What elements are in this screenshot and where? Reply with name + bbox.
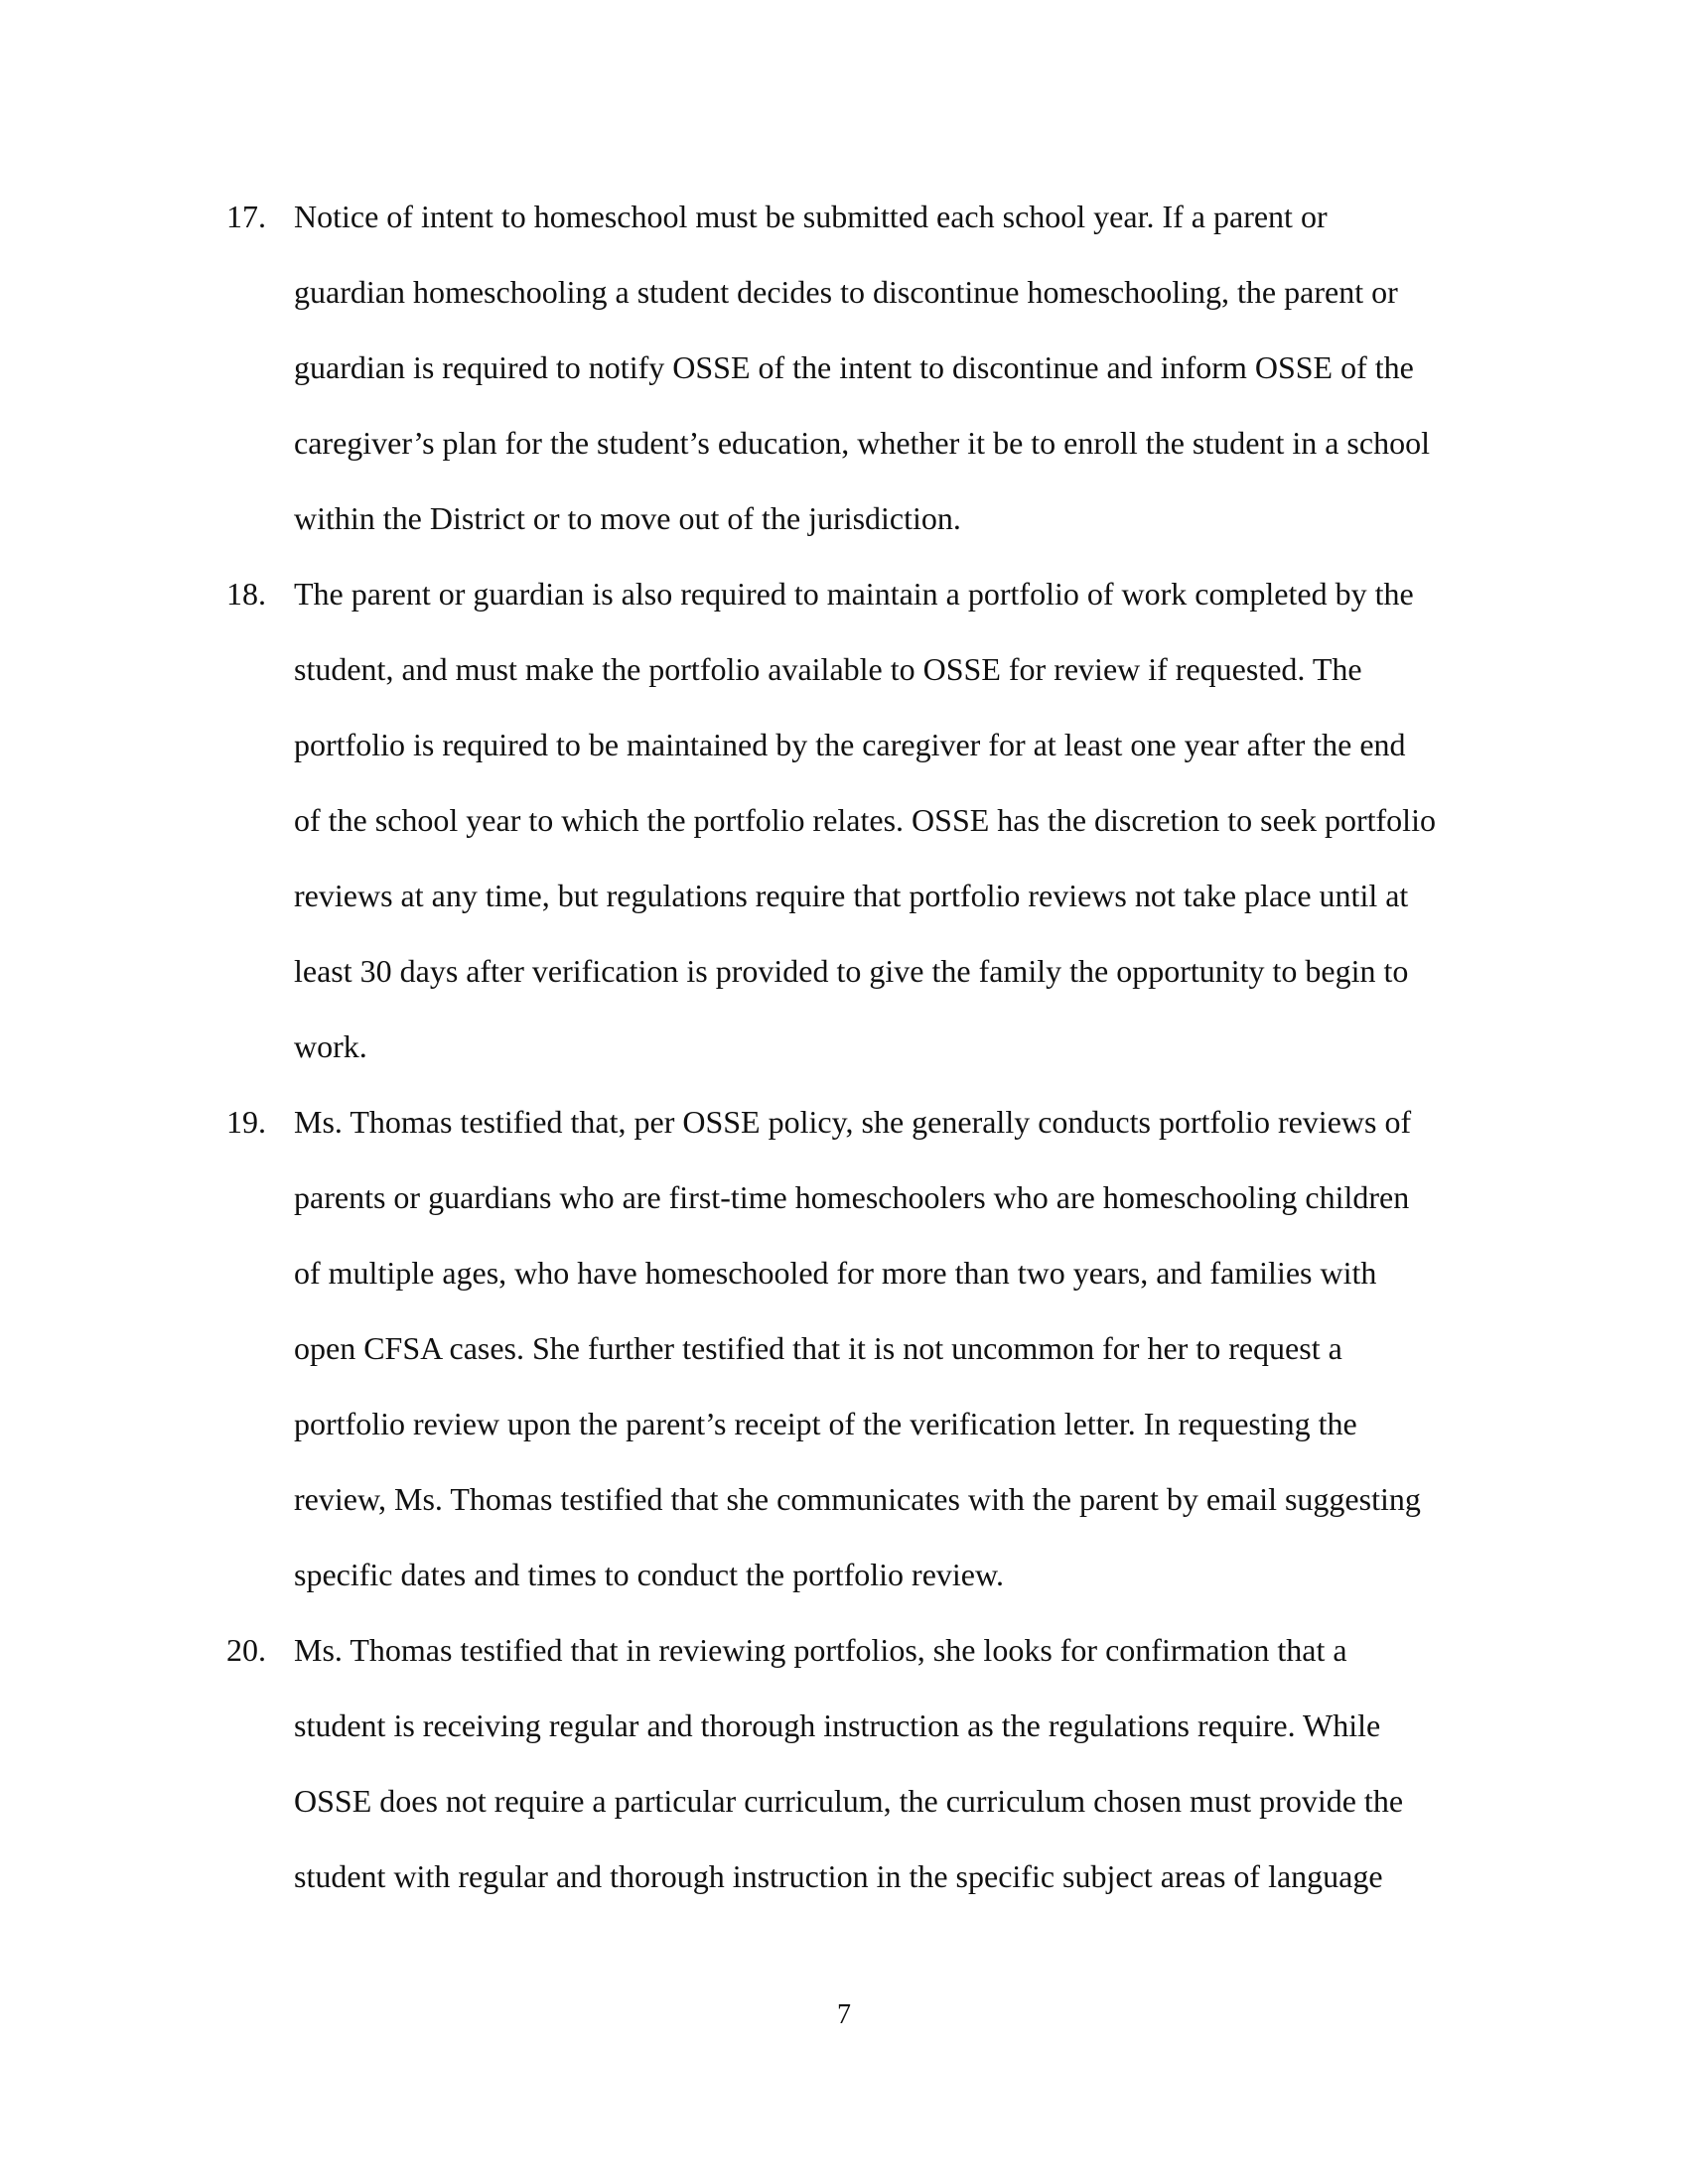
page-number: 7: [837, 1999, 851, 2030]
paragraph-17: [226, 179, 1517, 556]
paragraph-line: student is receiving regular and thorough instruction as the regulations require. While: [294, 1707, 1381, 1743]
paragraph-number: 17.: [226, 199, 266, 234]
paragraph-line: OSSE does not require a particular curriculum, the curriculum chosen must provide the: [294, 1783, 1404, 1819]
paragraph-line: student with regular and thorough instruction in the specific subject areas of language: [294, 1858, 1383, 1894]
paragraph-20: [226, 1612, 1517, 1914]
paragraph-line: Notice of intent to homeschool must be submitted each school year. If a parent or: [294, 199, 1328, 234]
paragraph-line: Ms. Thomas testified that in reviewing portfolios, she looks for confirmation that a: [294, 1632, 1347, 1668]
paragraph-line: guardian is required to notify OSSE of the intent to discontinue and inform OSSE of the: [294, 349, 1414, 385]
paragraph-number: 19.: [226, 1104, 266, 1140]
paragraph-line: portfolio review upon the parent’s receipt of the verification letter. In requesting the: [294, 1406, 1357, 1441]
paragraph-line: within the District or to move out of the jurisdiction.: [294, 500, 961, 536]
paragraph-line: open CFSA cases. She further testified that it is not uncommon for her to request a: [294, 1330, 1342, 1366]
paragraph-line: least 30 days after verification is provided to give the family the opportunity to begin to: [294, 953, 1409, 989]
paragraph-line: of multiple ages, who have homeschooled for more than two years, and families with: [294, 1255, 1377, 1291]
paragraph-line: of the school year to which the portfolio relates. OSSE has the discretion to seek portfolio: [294, 802, 1436, 838]
paragraph-line: reviews at any time, but regulations require that portfolio reviews not take place until at: [294, 878, 1409, 913]
paragraph-line: work.: [294, 1028, 367, 1064]
paragraph-number: 20.: [226, 1632, 266, 1668]
paragraph-18: [226, 556, 1517, 1084]
paragraph-line: specific dates and times to conduct the portfolio review.: [294, 1557, 1005, 1592]
paragraph-line: student, and must make the portfolio available to OSSE for review if requested. The: [294, 651, 1362, 687]
paragraph-line: The parent or guardian is also required to maintain a portfolio of work completed by the: [294, 576, 1414, 612]
paragraph-line: parents or guardians who are first-time homeschoolers who are homeschooling children: [294, 1179, 1410, 1215]
paragraph-line: caregiver’s plan for the student’s education, whether it be to enroll the student in a school: [294, 425, 1430, 461]
paragraph-line: Ms. Thomas testified that, per OSSE policy, she generally conducts portfolio reviews of: [294, 1104, 1412, 1140]
paragraph-number: 18.: [226, 576, 266, 612]
paragraph-line: guardian homeschooling a student decides to discontinue homeschooling, the parent or: [294, 274, 1398, 310]
paragraph-19: [226, 1084, 1517, 1612]
paragraph-line: review, Ms. Thomas testified that she communicates with the parent by email suggesting: [294, 1481, 1421, 1517]
paragraph-line: portfolio is required to be maintained by the caregiver for at least one year after the end: [294, 727, 1406, 762]
